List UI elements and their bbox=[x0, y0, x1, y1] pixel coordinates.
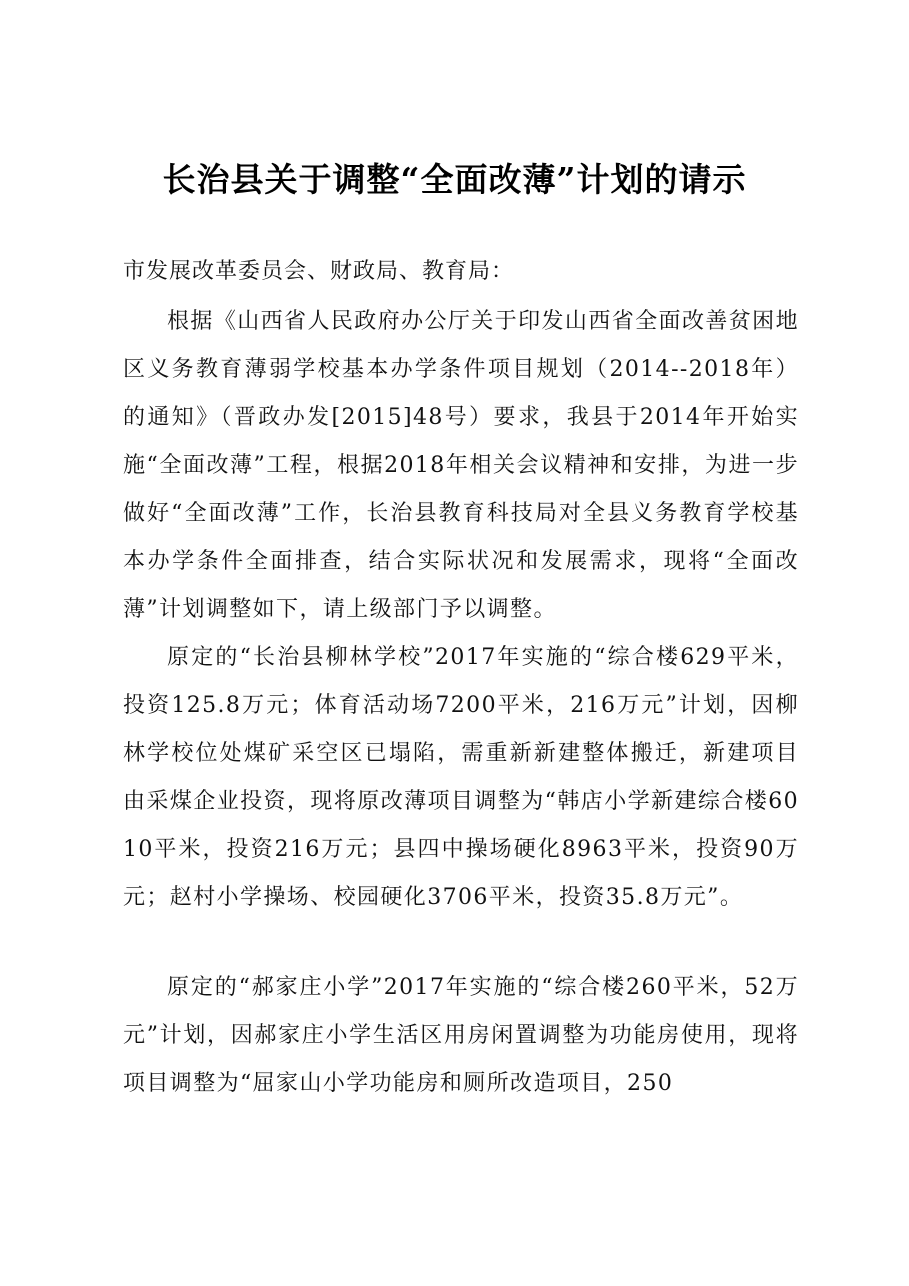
document-title: 长治县关于调整“全面改薄”计划的请示 bbox=[162, 160, 747, 199]
body-paragraph-1: 根据《山西省人民政府办公厅关于印发山西省全面改善贫困地区义务教育薄弱学校基本办学条件项目规划（2014--2018年）的通知》（晋政办发[2015]48号）要求，我县于2014年开始实施“全面改薄”工程，根据2018年相关会议精神和安排，为进一步做好“全面改薄”工作，长治县教育科技局对全县义务教育学校基本办学条件全面排查，结合实际状况和发展需求，现将“全面改薄”计划调整如下，请上级部门予以调整。 bbox=[123, 309, 799, 622]
salutation: 市发展改革委员会、财政局、教育局： bbox=[123, 259, 515, 284]
body-paragraph-3: 原定的“郝家庄小学”2017年实施的“综合楼260平米，52万元”计划，因郝家庄小学生活区用房闲置调整为功能房使用，现将项目调整为“屈家山小学功能房和厕所改造项目，250 bbox=[123, 975, 799, 1096]
body-paragraph-2: 原定的“长治县柳林学校”2017年实施的“综合楼629平米，投资125.8万元；体育活动场7200平米，216万元”计划，因柳林学校位处煤矿采空区已塌陷，需重新新建整体搬迁，新建项目由采煤企业投资，现将原改薄项目调整为“韩店小学新建综合楼6010平米，投资216万元；县四中操场硬化8963平米，投资90万元；赵村小学操场、校园硬化3706平米，投资35.8万元”。 bbox=[123, 645, 799, 910]
